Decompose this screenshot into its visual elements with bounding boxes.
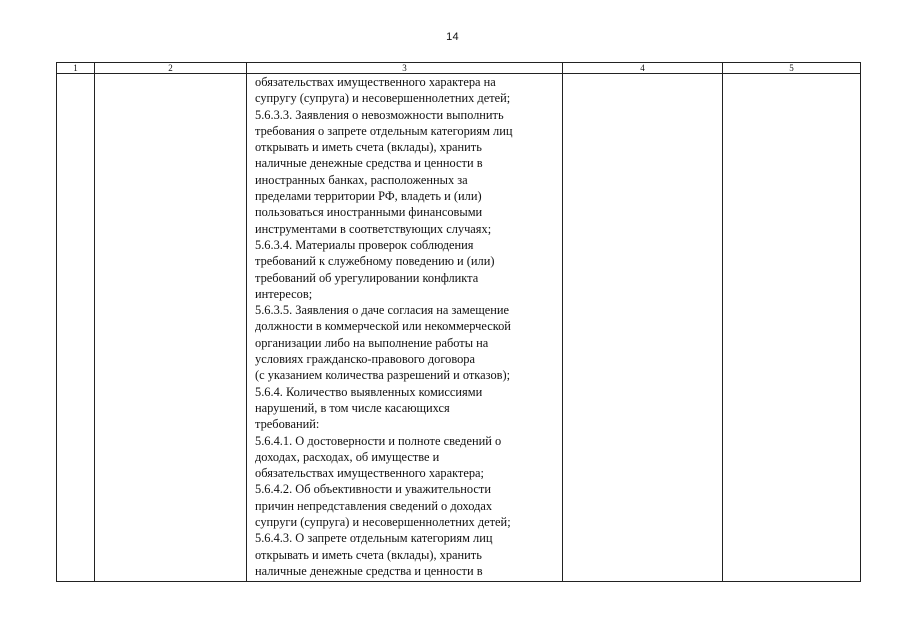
table-row: [57, 74, 861, 582]
text-line: 5.6.4. Количество выявленных комиссиями: [255, 384, 483, 399]
text-line: доходах, расходах, об имуществе и: [255, 449, 440, 464]
text-line: должности в коммерческой или некоммерческой: [255, 319, 511, 334]
column-header-4: 4: [563, 63, 723, 74]
text-line: организации либо на выполнение работы на: [255, 335, 489, 350]
cell-column-4: [563, 74, 723, 582]
text-line: (с указанием количества разрешений и отказов);: [255, 368, 511, 383]
text-line: требования о запрете отдельным категориям лиц: [255, 123, 513, 138]
text-line: 5.6.4.3. О запрете отдельным категориям лиц: [255, 531, 493, 546]
text-line: требований:: [255, 417, 320, 432]
text-line: наличные денежные средства и ценности в: [255, 156, 483, 171]
cell-column-2: [95, 74, 247, 582]
text-line: 5.6.4.2. Об объективности и уважительности: [255, 482, 491, 497]
column-header-5: 5: [723, 63, 861, 74]
text-line: условиях гражданско-правового договора: [255, 352, 475, 367]
text-line: супруги (супруга) и несовершеннолетних детей;: [255, 515, 511, 530]
text-line: пользоваться иностранными финансовыми: [255, 205, 483, 220]
text-line: требований к служебному поведению и (или): [255, 254, 495, 269]
text-line: инструментами в соответствующих случаях;: [255, 221, 492, 236]
table-header-row: [57, 63, 861, 74]
text-line: нарушений, в том числе касающихся: [255, 400, 450, 415]
cell-column-3: [247, 74, 563, 582]
text-line: интересов;: [255, 286, 313, 301]
text-line: супругу (супруга) и несовершеннолетних детей;: [255, 91, 511, 106]
text-line: 5.6.4.1. О достоверности и полноте сведений о: [255, 433, 502, 448]
document-table: [56, 62, 861, 582]
text-line: наличные денежные средства и ценности в: [255, 563, 483, 578]
column-header-2: 2: [95, 63, 247, 74]
text-line: 5.6.3.5. Заявления о даче согласия на замещение: [255, 303, 510, 318]
page-number: 14: [446, 31, 459, 43]
text-line: 5.6.3.3. Заявления о невозможности выполнить: [255, 107, 504, 122]
text-line: обязательствах имущественного характера на: [255, 75, 496, 89]
text-line: причин непредставления сведений о доходах: [255, 498, 493, 513]
column-header-3: 3: [247, 63, 563, 74]
cell-column-1: [57, 74, 95, 582]
text-line: открывать и иметь счета (вклады), хранить: [255, 140, 482, 155]
cell-column-5: [723, 74, 861, 582]
text-line: открывать и иметь счета (вклады), хранить: [255, 547, 482, 562]
text-line: иностранных банках, расположенных за: [255, 172, 468, 187]
text-line: требований об урегулировании конфликта: [255, 270, 479, 285]
text-line: пределами территории РФ, владеть и (или): [255, 189, 482, 204]
text-line: обязательствах имущественного характера;: [255, 466, 484, 481]
column-header-1: 1: [57, 63, 95, 74]
text-line: 5.6.3.4. Материалы проверок соблюдения: [255, 237, 474, 252]
